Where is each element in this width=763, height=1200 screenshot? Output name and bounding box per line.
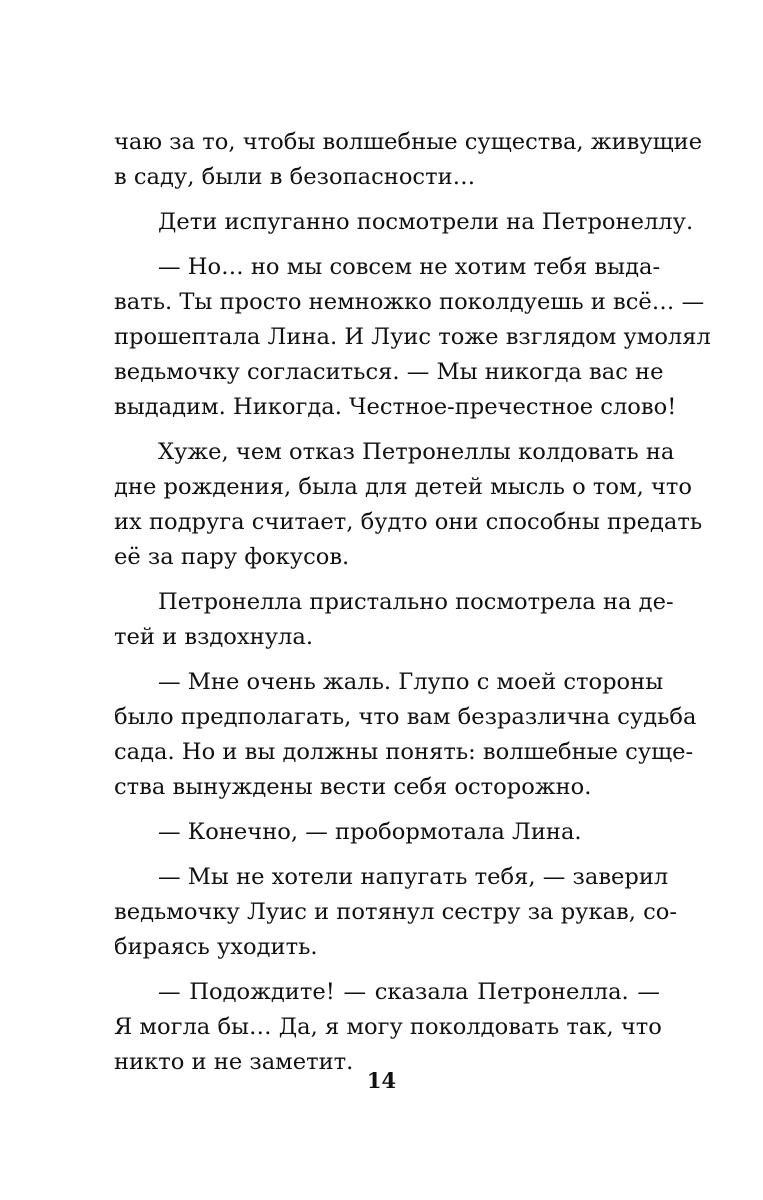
text-line: их подруга считает, будто они способны предать [114,509,703,535]
paragraph [114,435,703,575]
text-line: бираясь уходить. [114,934,318,960]
text-line: вать. Ты просто немножко поколдуешь и всё… — [114,289,705,315]
text-line: Хуже, чем отказ Петронеллы колдовать на [158,439,675,465]
text-line: Петронелла пристально посмотрела на де- [158,589,674,615]
paragraph [114,975,660,1080]
text-line: сада. Но и вы должны понять: волшебные суще- [114,739,694,765]
text-line: выдадим. Никогда. Честное-пречестное слово! [114,394,677,420]
text-line: прошептала Лина. И Луис тоже взглядом умолял [114,324,711,350]
text-line: тей и вздохнула. [114,624,314,650]
text-line: — Конечно, — пробормотала Лина. [158,819,582,845]
text-line: Я могла бы… Да, я могу поколдовать так, что [114,1014,662,1040]
text-line: — Мне очень жаль. Глупо с моей стороны [158,669,664,695]
paragraph [114,665,697,805]
body-text [114,125,711,1080]
text-line: Дети испуганно посмотрели на Петронеллу. [158,209,694,235]
text-line: чаю за то, чтобы волшебные существа, живущие [114,129,703,155]
text-line: — Подождите! — сказала Петронелла. — [158,979,660,1005]
text-line: ведьмочку Луис и потянул сестру за рукав, со- [114,899,678,925]
paragraph [114,860,678,965]
text-line: ведьмочку согласиться. — Мы никогда вас не [114,359,664,385]
text-line: её за пару фокусов. [114,544,350,570]
text-line: никто и не заметит. [114,1049,354,1075]
text-line: — Мы не хотели напугать тебя, — заверил [158,864,669,890]
paragraph [114,250,711,425]
paragraph [114,205,694,240]
text-line: было предполагать, что вам безразлична судьба [114,704,697,730]
text-line: дне рождения, была для детей мысль о том, что [114,474,692,500]
paragraph [114,585,674,655]
page-number: 14 [366,1068,397,1093]
text-line: — Но… но мы совсем не хотим тебя выда- [158,254,661,280]
paragraph [114,125,703,195]
paragraph [114,815,660,850]
text-line: в саду, были в безопасности… [114,164,476,190]
text-line: ства вынуждены вести себя осторожно. [114,774,592,800]
